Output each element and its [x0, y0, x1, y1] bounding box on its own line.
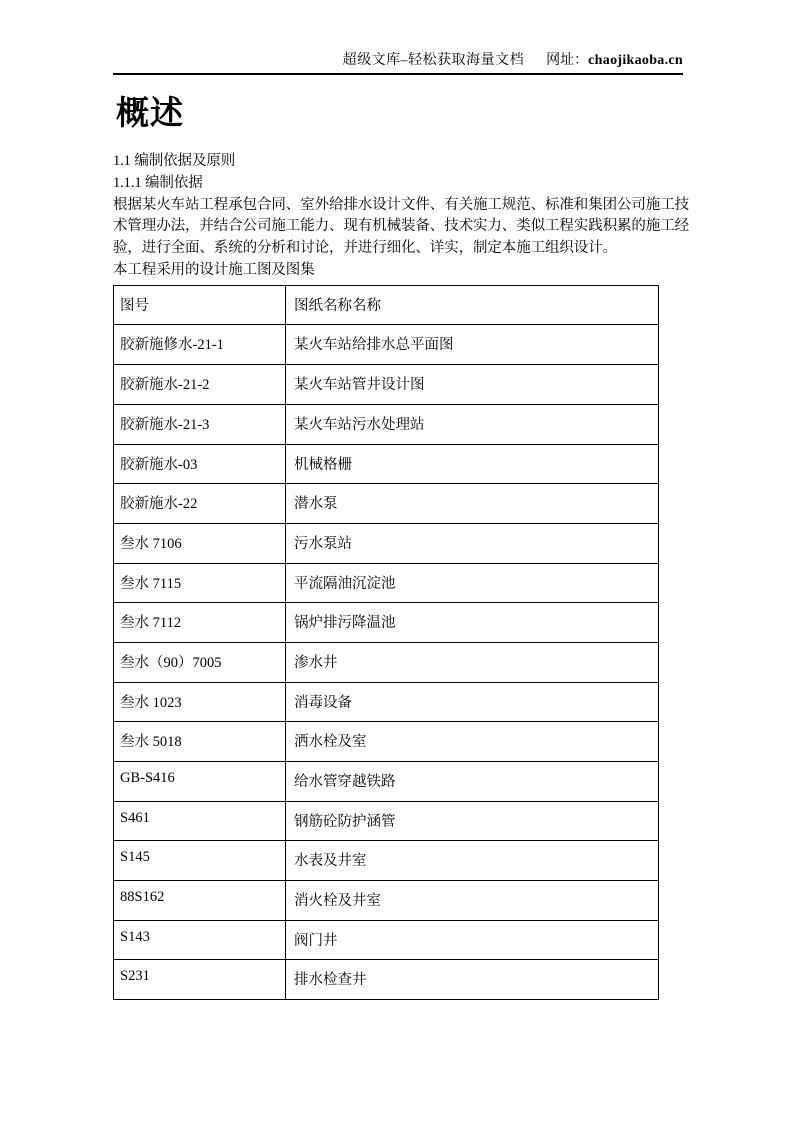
header-url-label: 网址：: [546, 53, 589, 68]
table-row: [114, 881, 659, 921]
page-title: 概述: [116, 96, 184, 132]
table-row: [114, 801, 659, 841]
paragraph-line: 验，进行全面、系统的分析和讨论，并进行细化、详实，制定本施工组织设计。: [113, 240, 617, 257]
table-row: [114, 444, 659, 484]
cell-drawing-number: 胶新施水-21-3: [114, 404, 286, 444]
cell-drawing-number: GB-S416: [114, 762, 286, 802]
cell-drawing-number: 胶新施水-22: [114, 484, 286, 524]
section-heading-2: 1.1.1 编制依据: [113, 174, 203, 191]
table-row: [114, 404, 659, 444]
table-row: [114, 682, 659, 722]
header-url: chaojikaoba.cn: [588, 53, 683, 68]
cell-drawing-name: 钢筋砼防护涵管: [286, 801, 659, 841]
cell-drawing-number: 胶新施水-03: [114, 444, 286, 484]
table-row: [114, 523, 659, 563]
cell-drawing-number: 胶新施水-21-2: [114, 365, 286, 405]
cell-drawing-name: 水表及井室: [286, 841, 659, 881]
cell-drawing-number: S143: [114, 920, 286, 960]
cell-drawing-number: 叁水 7106: [114, 523, 286, 563]
running-header: [113, 0, 683, 75]
table-row: [114, 642, 659, 682]
cell-drawing-number: 胶新施修水-21-1: [114, 325, 286, 365]
cell-drawing-number: 叁水（90）7005: [114, 642, 286, 682]
paragraph-line: 根据某火车站工程承包合同、室外给排水设计文件、有关施工规范、标准和集团公司施工技: [113, 196, 689, 213]
cell-drawing-name: 潜水泵: [286, 484, 659, 524]
drawings-table: [113, 285, 659, 1000]
paragraph-line: 术管理办法，并结合公司施工能力、现有机械装备、技术实力、类似工程实践积累的施工经: [113, 218, 689, 235]
table-row: [114, 365, 659, 405]
cell-drawing-name: 给水管穿越铁路: [286, 762, 659, 802]
cell-drawing-name: 排水检查井: [286, 960, 659, 1000]
cell-drawing-number: S231: [114, 960, 286, 1000]
table-row: [114, 841, 659, 881]
cell-drawing-name: 某火车站管井设计图: [286, 365, 659, 405]
cell-drawing-name: 某火车站给排水总平面图: [286, 325, 659, 365]
table-row: [114, 484, 659, 524]
cell-drawing-name: 消毒设备: [286, 682, 659, 722]
table-header-row: [114, 285, 659, 325]
table-row: [114, 722, 659, 762]
cell-drawing-number: S145: [114, 841, 286, 881]
cell-drawing-number: 叁水 1023: [114, 682, 286, 722]
cell-drawing-name: 平流隔油沉淀池: [286, 563, 659, 603]
cell-drawing-name: 洒水栓及室: [286, 722, 659, 762]
table-row: [114, 960, 659, 1000]
cell-drawing-name: 某火车站污水处理站: [286, 404, 659, 444]
cell-drawing-name: 机械格栅: [286, 444, 659, 484]
table-row: [114, 762, 659, 802]
cell-drawing-name: 阀门井: [286, 920, 659, 960]
section-heading-1: 1.1 编制依据及原则: [113, 153, 236, 169]
table-row: [114, 563, 659, 603]
table-row: [114, 920, 659, 960]
cell-drawing-name: 锅炉排污降温池: [286, 603, 659, 643]
table-row: [114, 603, 659, 643]
column-header-drawing-name: 图纸名称名称: [286, 285, 659, 325]
column-header-drawing-number: 图号: [114, 285, 286, 325]
header-site-name: 超级文库–轻松获取海量文档: [342, 53, 525, 68]
cell-drawing-number: 叁水 7115: [114, 563, 286, 603]
cell-drawing-number: S461: [114, 801, 286, 841]
cell-drawing-number: 88S162: [114, 881, 286, 921]
cell-drawing-name: 渗水井: [286, 642, 659, 682]
cell-drawing-name: 消火栓及井室: [286, 881, 659, 921]
table-intro: 本工程采用的设计施工图及图集: [113, 261, 315, 278]
table-row: [114, 325, 659, 365]
cell-drawing-number: 叁水 7112: [114, 603, 286, 643]
cell-drawing-name: 污水泵站: [286, 523, 659, 563]
drawings-table-body: [114, 325, 659, 1000]
document-body: [113, 151, 689, 282]
cell-drawing-number: 叁水 5018: [114, 722, 286, 762]
